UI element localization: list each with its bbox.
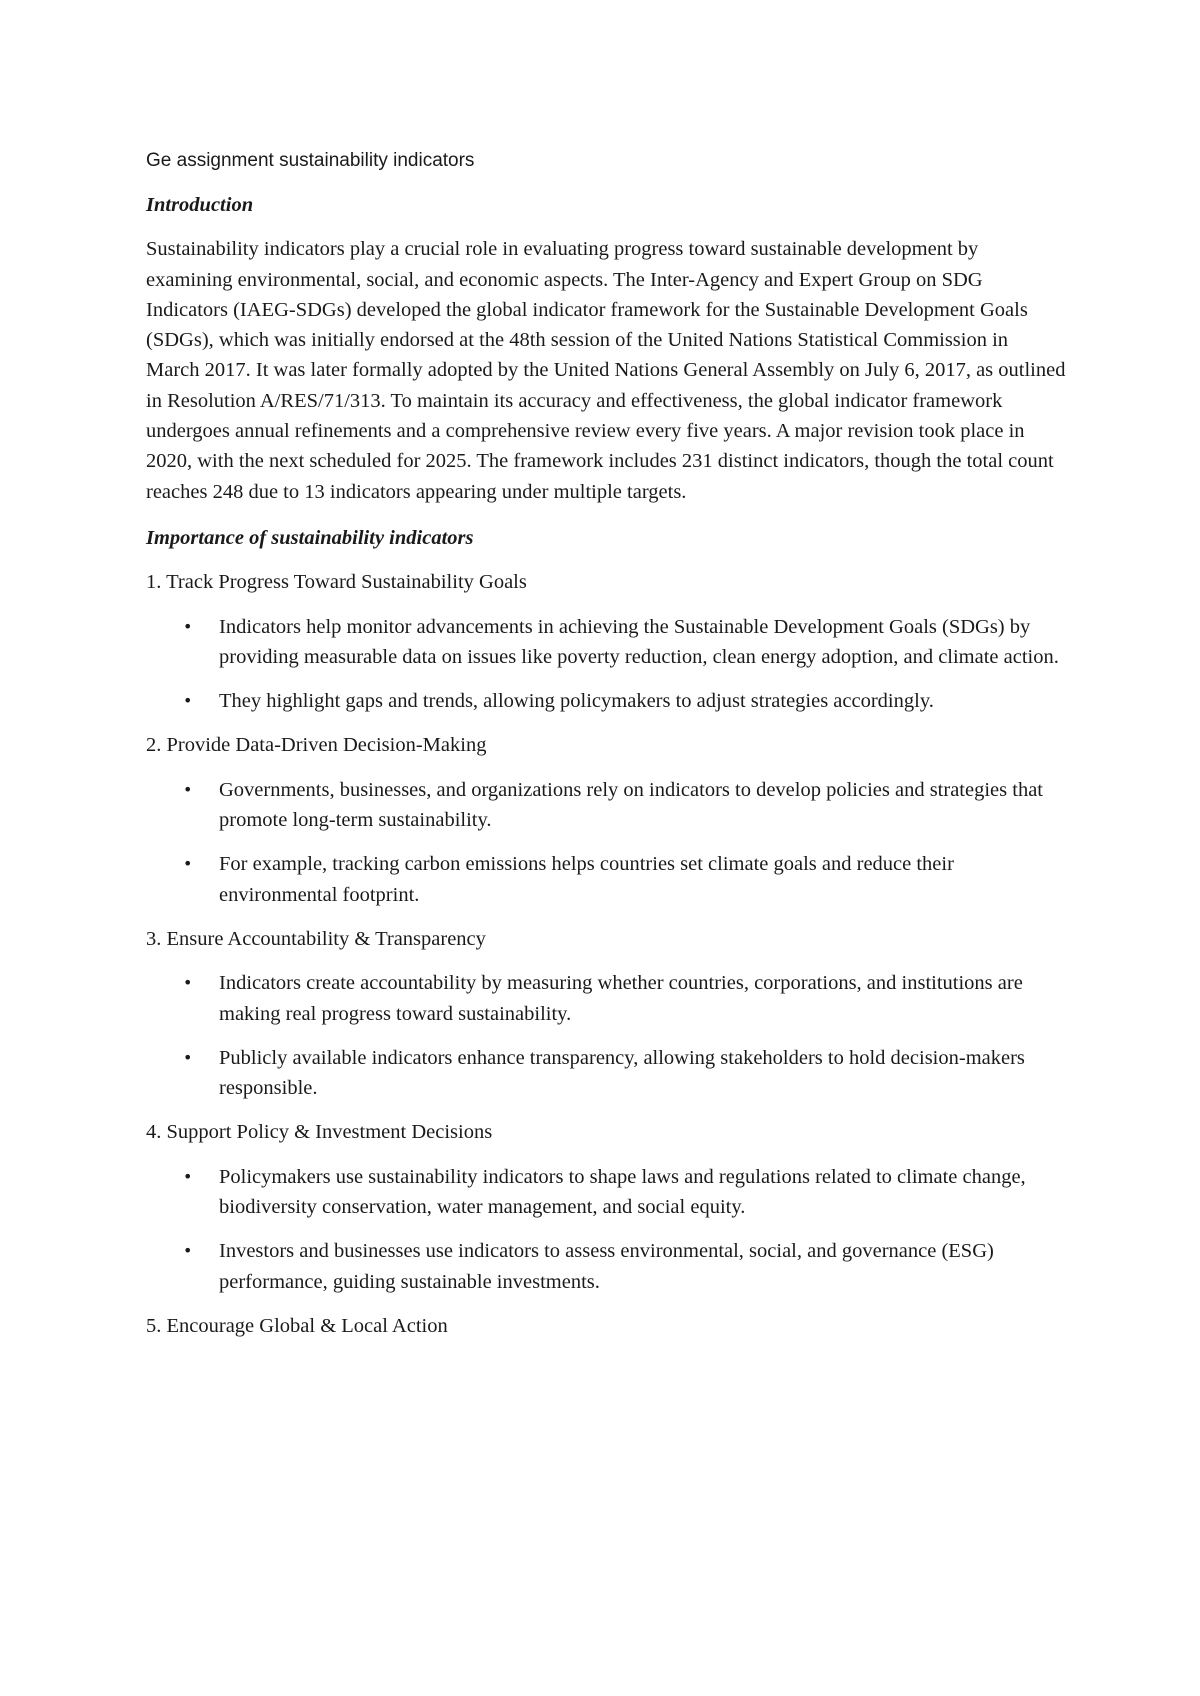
bullet-icon: • [183, 1047, 193, 1067]
bullet-text: Policymakers use sustainability indicators to shape laws and regulations related to climate change, biodiversity conservation, water management, and social equity. [219, 1165, 1026, 1219]
importance-point-5 [146, 1311, 1066, 1341]
bullet-list [146, 612, 1066, 717]
introduction-heading: Introduction [146, 194, 254, 216]
point-heading: 5. Encourage Global & Local Action [146, 1314, 448, 1337]
point-heading: 2. Provide Data-Driven Decision-Making [146, 734, 487, 757]
bullet-item [146, 1236, 1066, 1297]
document-title: Ge assignment sustainability indicators [146, 150, 475, 171]
bullet-text: Investors and businesses use indicators to assess environmental, social, and governance (ESG) performance, guiding sustainable investments. [219, 1240, 994, 1293]
bullet-text: Indicators help monitor advancements in achieving the Sustainable Development Goals (SDGs) by providing measurable data on issues like poverty reduction, clean energy adoption, and climate action. [219, 615, 1059, 668]
point-heading: 1. Track Progress Toward Sustainability Goals [146, 571, 527, 594]
bullet-text: They highlight gaps and trends, allowing policymakers to adjust strategies accordingly. [219, 690, 934, 713]
importance-heading: Importance of sustainability indicators [146, 526, 474, 549]
bullet-text: Governments, businesses, and organizations rely on indicators to develop policies and strategies that promote long-term sustainability. [219, 778, 1043, 832]
bullet-icon: • [183, 1241, 193, 1261]
bullet-text: Publicly available indicators enhance transparency, allowing stakeholders to hold decision-makers responsible. [219, 1046, 1025, 1100]
introduction-paragraph: Sustainability indicators play a crucial role in evaluating progress toward sustainable development by examining environmental, social, and economic aspects. The Inter-Agency and Expert Group on SDG Indicators (IAEG-SDGs) developed the global indicator framework for the Sustainable Development Goals (SDGs), which was initially endorsed at the 48th session of the United Nations Statistical Commission in March 2017. It was later formally adopted by the United Nations General Assembly on July 6, 2017, as outlined in Resolution A/RES/71/313. To maintain its accuracy and effectiveness, the global indicator framework undergoes annual refinements and a comprehensive review every five years. A major revision took place in 2020, with the next scheduled for 2025. The framework includes 231 distinct indicators, though the total count reaches 248 due to 13 indicators appearing under multiple targets. [146, 238, 1066, 503]
bullet-icon: • [183, 973, 193, 993]
bullet-list [146, 775, 1066, 910]
importance-point-1 [146, 567, 1066, 716]
bullet-text: For example, tracking carbon emissions helps countries set climate goals and reduce their environmental footprint. [219, 853, 954, 906]
bullet-text: Indicators create accountability by measuring whether countries, corporations, and institutions are making real progress toward sustainability. [219, 972, 1023, 1025]
bullet-item [146, 968, 1066, 1029]
bullet-icon: • [183, 616, 193, 636]
point-heading: 4. Support Policy & Investment Decisions [146, 1121, 493, 1144]
bullet-item [146, 1043, 1066, 1104]
bullet-list [146, 1162, 1066, 1297]
importance-point-3 [146, 924, 1066, 1103]
importance-point-2 [146, 730, 1066, 909]
point-heading: 3. Ensure Accountability & Transparency [146, 927, 486, 950]
bullet-icon: • [183, 691, 193, 711]
bullet-item [146, 1162, 1066, 1223]
bullet-item [146, 612, 1066, 673]
bullet-list [146, 968, 1066, 1103]
bullet-icon: • [183, 1166, 193, 1186]
bullet-item [146, 686, 1066, 716]
bullet-icon: • [183, 854, 193, 874]
document-body [146, 190, 1066, 1355]
bullet-item [146, 849, 1066, 910]
importance-point-4 [146, 1117, 1066, 1296]
bullet-icon: • [183, 779, 193, 799]
bullet-item [146, 775, 1066, 836]
